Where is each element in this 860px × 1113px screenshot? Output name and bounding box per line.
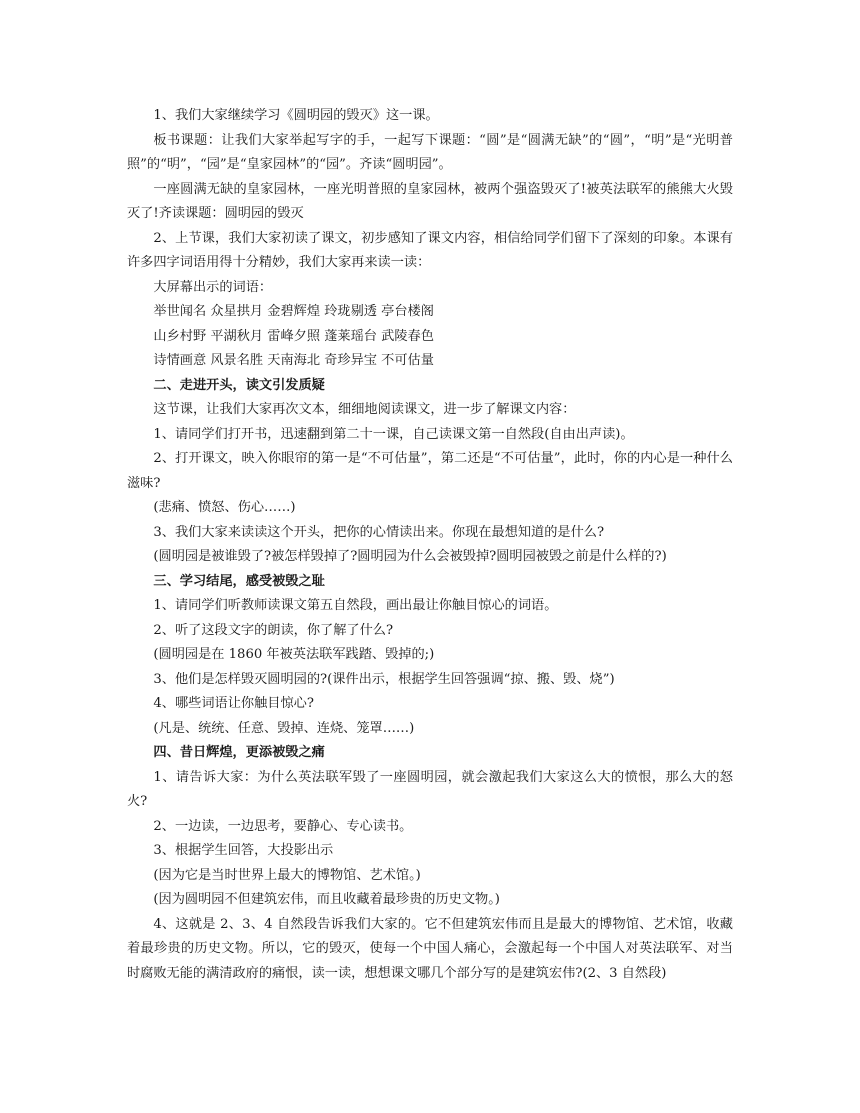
paragraph: 2、打开课文，映入你眼帘的第一是“不可估量”，第二还是“不可估量”，此时，你的内心是一种什么滋味? [127,451,733,491]
paragraph: 1、请告诉大家：为什么英法联军毁了一座圆明园，就会激起我们大家这么大的愤恨，那么大的怒火? [127,769,733,809]
paragraph: (凡是、统统、任意、毁掉、连烧、笼罩……) [153,720,415,736]
word-list-line: 山乡村野 平湖秋月 雷峰夕照 蓬莱瑶台 武陵春色 [153,328,434,344]
word-list-line: 诗情画意 风景名胜 天南海北 奇珍异宝 不可估量 [153,353,434,368]
paragraph: 3、根据学生回答，大投影出示 [153,843,334,858]
paragraph: 3、他们是怎样毁灭圆明园的?(课件出示，根据学生回答强调“掠、搬、毁、烧”) [153,671,615,687]
word-list-line: 举世闻名 众星拱月 金碧辉煌 玲珑剔透 亭台楼阁 [153,304,434,319]
paragraph: 1、请同学们打开书，迅速翻到第二十一课，自己读课文第一自然段(自由出声读)。 [153,426,634,442]
paragraph: 这节课，让我们大家再次文本，细细地阅读课文，进一步了解课文内容： [153,402,576,417]
paragraph: 1、我们大家继续学习《圆明园的毁灭》这一课。 [153,108,439,123]
paragraph: 1、请同学们听教师读课文第五自然段，画出最让你触目惊心的词语。 [153,598,558,613]
paragraph: (因为圆明园不但建筑宏伟，而且收藏着最珍贵的历史文物。) [153,892,500,907]
paragraph: 大屏幕出示的词语： [153,279,273,295]
paragraph: 4、这就是 2、3、4 自然段告诉我们大家的。它不但建筑宏伟而且是最大的博物馆、艺术馆，收藏着最珍贵的历史文物。所以，它的毁灭，使每一个中国人痛心，会激起每一个中国人对英法联军、对当时腐败无能的满清政府的痛恨，读一读，想想课文哪几个部分写的是建筑宏伟?(2、3 自然段) [127,916,733,981]
paragraph: (圆明园是被谁毁了?被怎样毁掉了?圆明园为什么会被毁掉?圆明园被毁之前是什么样的?) [153,549,667,564]
paragraph: 2、听了这段文字的朗读，你了解了什么? [153,622,394,638]
paragraph: (悲痛、愤怒、伤心……) [153,500,296,515]
paragraph: 一座圆满无缺的皇家园林，一座光明普照的皇家园林，被两个强盗毁灭了!被英法联军的熊熊大火毁灭了!齐读课题：圆明园的毁灭 [127,181,733,221]
paragraph: 2、一边读，一边思考，要静心、专心读书。 [153,818,413,834]
paragraph: 2、上节课，我们大家初读了课文，初步感知了课文内容，相信给同学们留下了深刻的印象。本课有许多四字词语用得十分精妙，我们大家再来读一读： [127,230,733,270]
paragraph: 3、我们大家来读读这个开头，把你的心情读出来。你现在最想知道的是什么? [153,524,605,540]
section-heading: 四、昔日辉煌，更添被毁之痛 [153,745,325,760]
paragraph: (因为它是当时世界上最大的博物馆、艺术馆。) [153,867,421,883]
section-heading: 三、学习结尾，感受被毁之耻 [153,573,325,589]
document-body [127,104,733,986]
paragraph: 板书课题：让我们大家举起写字的手，一起写下课题：“圆”是“圆满无缺”的“圆”，“明”是“光明普照”的“明”，“园”是“皇家园林”的“园”。齐读“圆明园”。 [127,132,733,172]
paragraph: 4、哪些词语让你触目惊心? [153,696,314,711]
paragraph: (圆明园是在 1860 年被英法联军践踏、毁掉的;) [153,647,435,662]
section-heading: 二、走进开头，读文引发质疑 [153,377,325,393]
